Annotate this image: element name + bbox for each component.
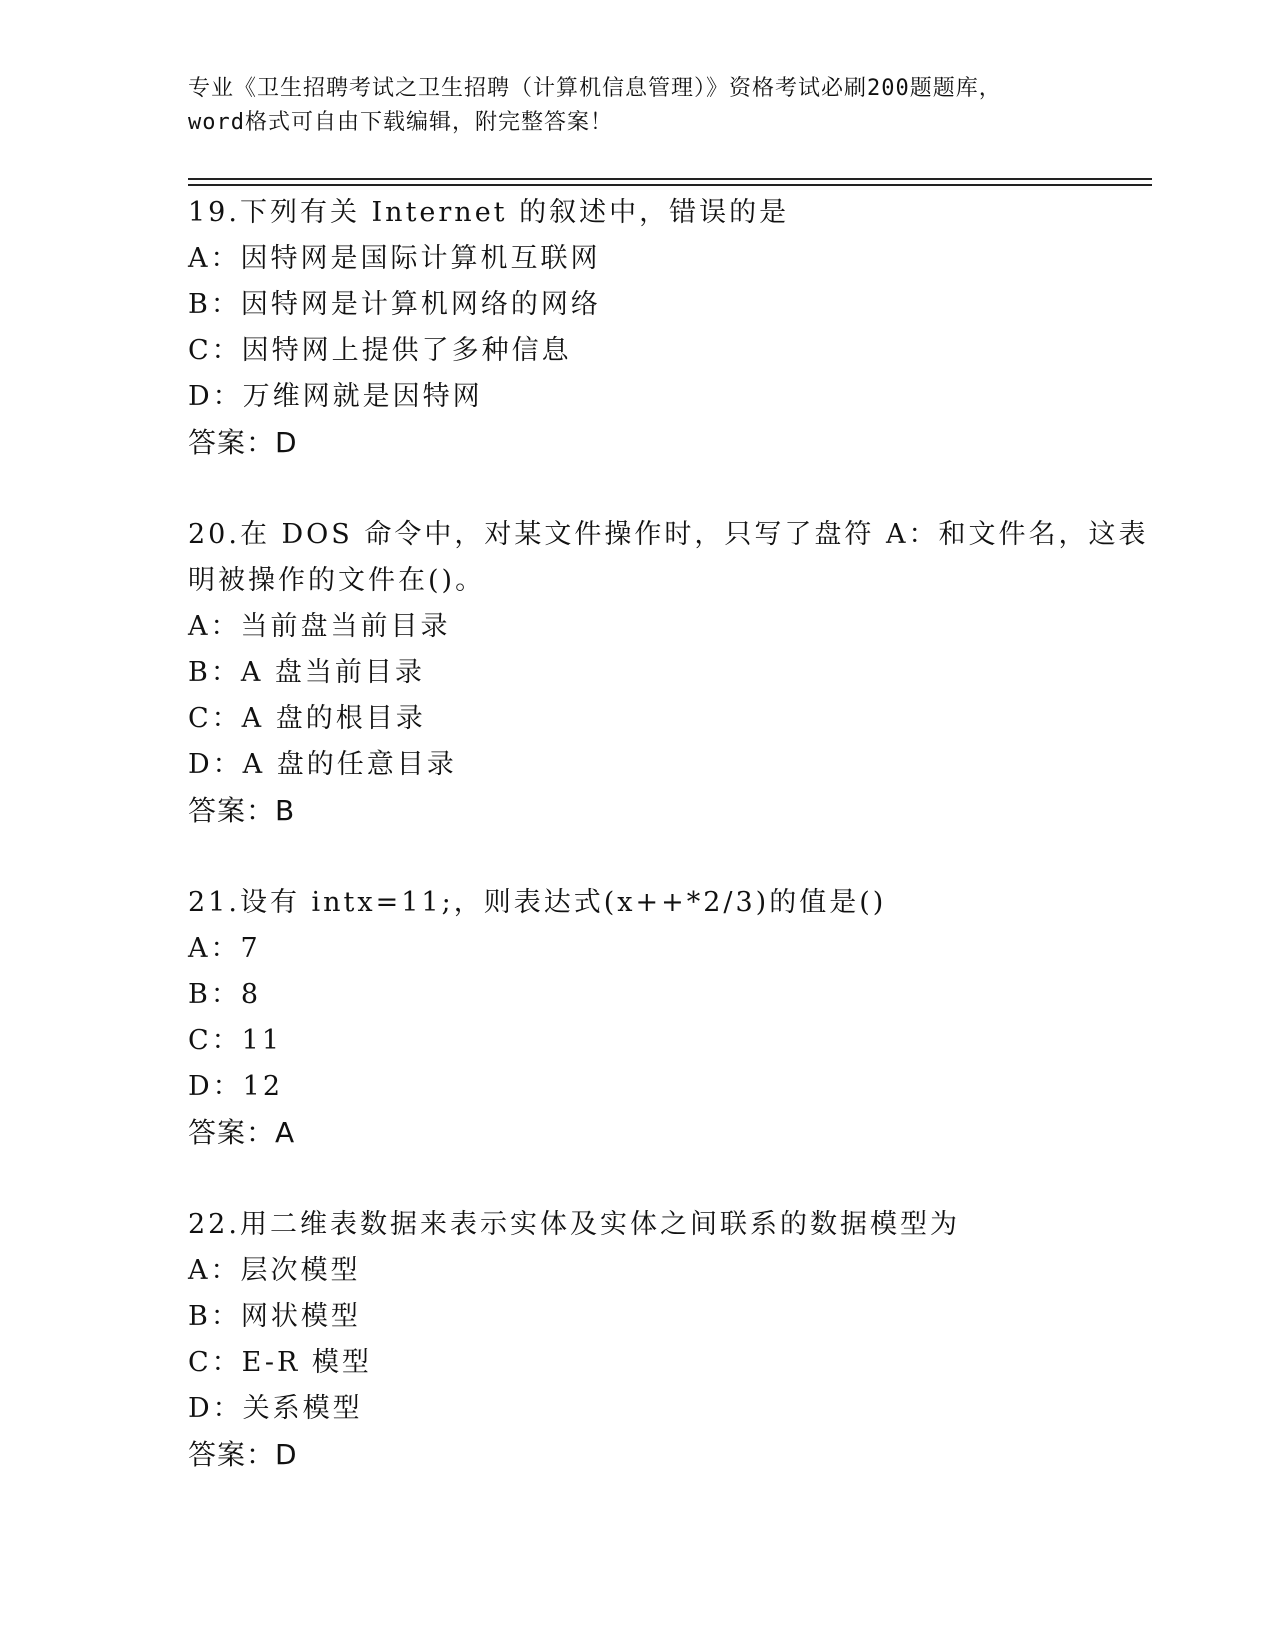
- question-21: [188, 880, 1148, 1156]
- header-divider-bottom: [188, 184, 1152, 186]
- header-line-1: 专业《卫生招聘考试之卫生招聘（计算机信息管理）》资格考试必刷200题题库，: [188, 76, 1002, 101]
- answer-line: 答案：A: [188, 1116, 296, 1149]
- option-b: B：A 盘当前目录: [188, 657, 425, 688]
- question-19: [188, 190, 1148, 466]
- option-d: D：12: [188, 1071, 284, 1102]
- option-a: A：层次模型: [188, 1255, 361, 1286]
- option-b: B：因特网是计算机网络的网络: [188, 289, 601, 320]
- option-c: C：11: [188, 1025, 283, 1056]
- option-a: A：当前盘当前目录: [188, 611, 451, 642]
- question-stem: 21.设有 intx=11;，则表达式(x++*2/3)的值是(): [188, 887, 887, 918]
- question-stem: 19.下列有关 Internet 的叙述中，错误的是: [188, 197, 790, 228]
- header-divider-top: [188, 178, 1152, 180]
- option-b: B：网状模型: [188, 1301, 361, 1332]
- option-d: D：万维网就是因特网: [188, 381, 483, 412]
- option-d: D：关系模型: [188, 1393, 363, 1424]
- question-20: [188, 512, 1148, 834]
- question-stem-line-1: 20.在 DOS 命令中，对某文件操作时，只写了盘符 A：和文件名，这表: [188, 519, 1149, 550]
- option-b: B：8: [188, 979, 262, 1010]
- question-list: [188, 190, 1148, 1524]
- question-22: [188, 1202, 1148, 1478]
- option-c: C：E-R 模型: [188, 1347, 372, 1378]
- answer-line: 答案：B: [188, 794, 296, 827]
- question-stem-line-2: 明被操作的文件在()。: [188, 565, 486, 596]
- header-line-2: word格式可自由下载编辑，附完整答案！: [188, 110, 613, 135]
- question-stem: 22.用二维表数据来表示实体及实体之间联系的数据模型为: [188, 1209, 960, 1240]
- document-header: [188, 72, 1088, 140]
- option-d: D：A 盘的任意目录: [188, 749, 457, 780]
- option-a: A：7: [188, 933, 261, 964]
- answer-line: 答案：D: [188, 1438, 298, 1471]
- option-c: C：A 盘的根目录: [188, 703, 426, 734]
- answer-line: 答案：D: [188, 426, 298, 459]
- option-a: A：因特网是国际计算机互联网: [188, 243, 601, 274]
- option-c: C：因特网上提供了多种信息: [188, 335, 572, 366]
